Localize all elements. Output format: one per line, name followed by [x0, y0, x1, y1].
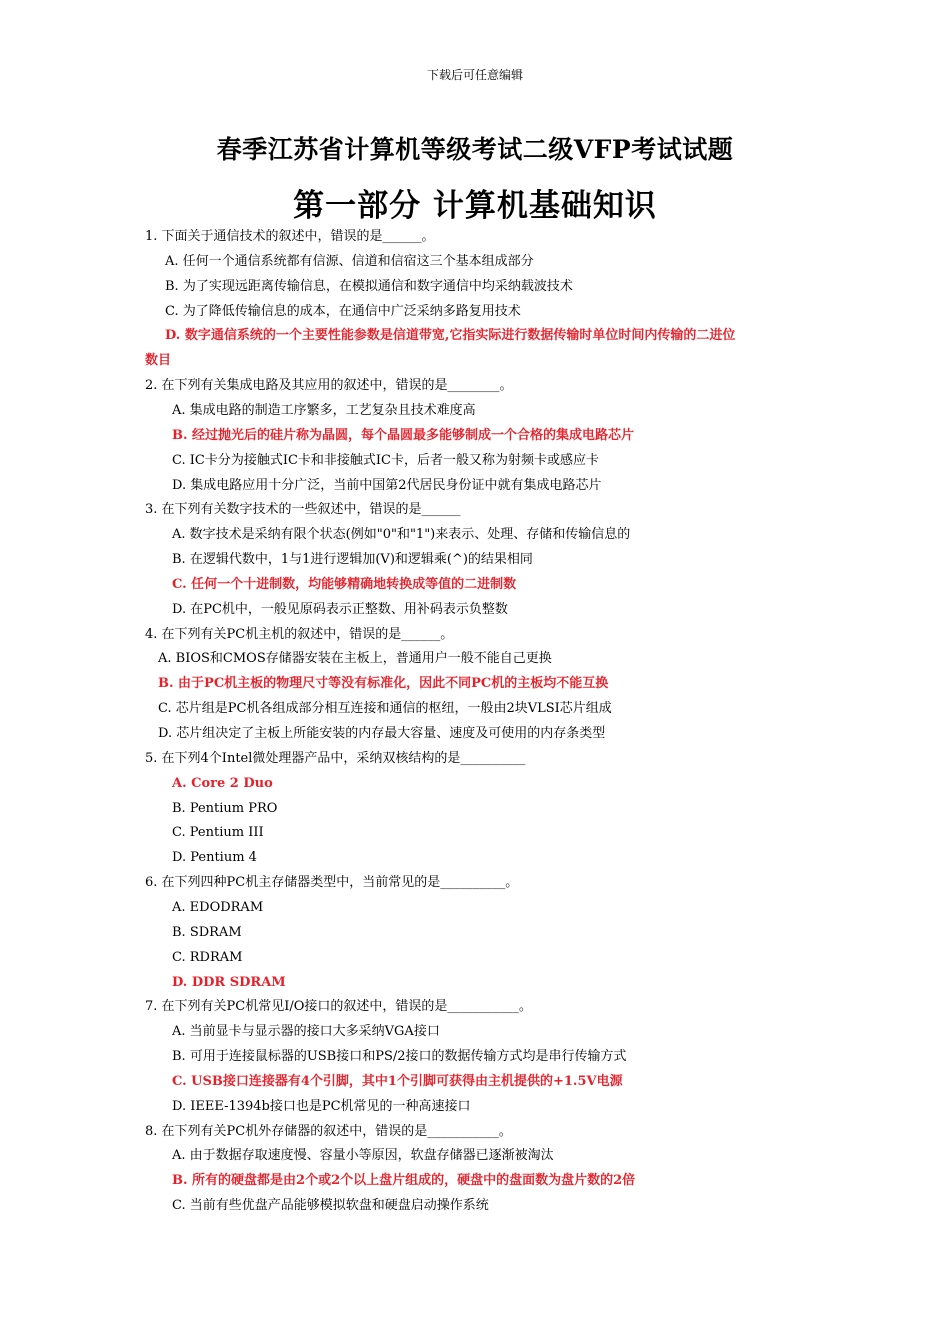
option-line: C. USB接口连接器有4个引脚，其中1个引脚可获得由主机提供的+1.5V电源: [172, 1073, 623, 1089]
option-line: C. IC卡分为接触式IC卡和非接触式IC卡，后者一般又称为射频卡或感应卡: [172, 452, 599, 468]
option-line: B. 经过抛光后的硅片称为晶圆，每个晶圆最多能够制成一个合格的集成电路芯片: [172, 427, 635, 443]
option-line: A. 任何一个通信系统都有信源、信道和信宿这三个基本组成部分: [165, 253, 534, 269]
option-line: D. 数字通信系统的一个主要性能参数是信道带宽,它指实际进行数据传输时单位时间内传输的二进位: [165, 328, 736, 344]
option-line: A. 集成电路的制造工序繁多，工艺复杂且技术难度高: [172, 402, 476, 418]
question-line: 7. 在下列有关PC机常见I/O接口的叙述中，错误的是___________。: [145, 999, 532, 1015]
option-line: D. DDR SDRAM: [172, 974, 286, 990]
option-line: D. 芯片组决定了主板上所能安装的内存最大容量、速度及可使用的内存条类型: [158, 726, 606, 741]
option-line: C. 任何一个十进制数，均能够精确地转换成等值的二进制数: [172, 576, 517, 592]
option-line: D. 在PC机中，一般见原码表示正整数、用补码表示负整数: [172, 601, 508, 617]
question-line: 5. 在下列4个Intel微处理器产品中，采纳双核结构的是__________: [145, 750, 526, 766]
question-line: 3. 在下列有关数字技术的一些叙述中，错误的是______: [145, 502, 461, 518]
document-title: 春季江苏省计算机等级考试二级VFP考试试题: [216, 135, 734, 164]
option-line: B. Pentium PRO: [172, 800, 278, 816]
option-line: B. 为了实现远距离传输信息，在模拟通信和数字通信中均采纳载波技术: [165, 278, 573, 294]
option-line: A. 由于数据存取速度慢、容量小等原因，软盘存储器已逐渐被淘汰: [172, 1148, 554, 1164]
question-line: 2. 在下列有关集成电路及其应用的叙述中，错误的是________。: [145, 378, 513, 394]
question-line: 8. 在下列有关PC机外存储器的叙述中，错误的是___________。: [145, 1123, 512, 1139]
option-line: A. BIOS和CMOS存储器安装在主板上，普通用户一般不能自己更换: [158, 651, 552, 667]
question-line: 4. 在下列有关PC机主机的叙述中，错误的是______。: [145, 626, 454, 642]
question-line: 数目: [145, 353, 172, 369]
option-line: A. 当前显卡与显示器的接口大多采纳VGA接口: [172, 1024, 440, 1040]
option-line: C. Pentium III: [172, 825, 264, 841]
option-line: A. 数字技术是采纳有限个状态(例如"0"和"1")来表示、处理、存储和传输信息的: [172, 527, 631, 543]
question-line: 1. 下面关于通信技术的叙述中，错误的是______。: [145, 229, 435, 244]
option-line: C. 为了降低传输信息的成本，在通信中广泛采纳多路复用技术: [165, 303, 521, 319]
page-header: 下载后可任意编辑: [426, 68, 523, 82]
option-line: A. Core 2 Duo: [172, 775, 273, 791]
option-line: D. IEEE-1394b接口也是PC机常见的一种高速接口: [172, 1098, 471, 1114]
option-line: A. EDODRAM: [172, 899, 264, 915]
option-line: B. 由于PC机主板的物理尺寸等没有标准化，因此不同PC机的主板均不能互换: [158, 676, 609, 692]
option-line: B. SDRAM: [172, 924, 242, 940]
option-line: B. 可用于连接鼠标器的USB接口和PS/2接口的数据传输方式均是串行传输方式: [172, 1049, 627, 1065]
option-line: C. 当前有些优盘产品能够模拟软盘和硬盘启动操作系统: [172, 1198, 489, 1214]
section-title: 第一部分 计算机基础知识: [293, 188, 657, 224]
option-line: C. 芯片组是PC机各组成部分相互连接和通信的枢纽，一般由2块VLSI芯片组成: [158, 701, 612, 717]
option-line: D. Pentium 4: [172, 850, 257, 866]
option-line: B. 在逻辑代数中，1与1进行逻辑加(V)和逻辑乘(^)的结果相同: [172, 552, 533, 568]
question-line: 6. 在下列四种PC机主存储器类型中，当前常见的是__________。: [145, 875, 519, 891]
option-line: C. RDRAM: [172, 949, 243, 965]
option-line: B. 所有的硬盘都是由2个或2个以上盘片组成的，硬盘中的盘面数为盘片数的2倍: [172, 1173, 636, 1189]
option-line: D. 集成电路应用十分广泛，当前中国第2代居民身份证中就有集成电路芯片: [172, 477, 602, 493]
